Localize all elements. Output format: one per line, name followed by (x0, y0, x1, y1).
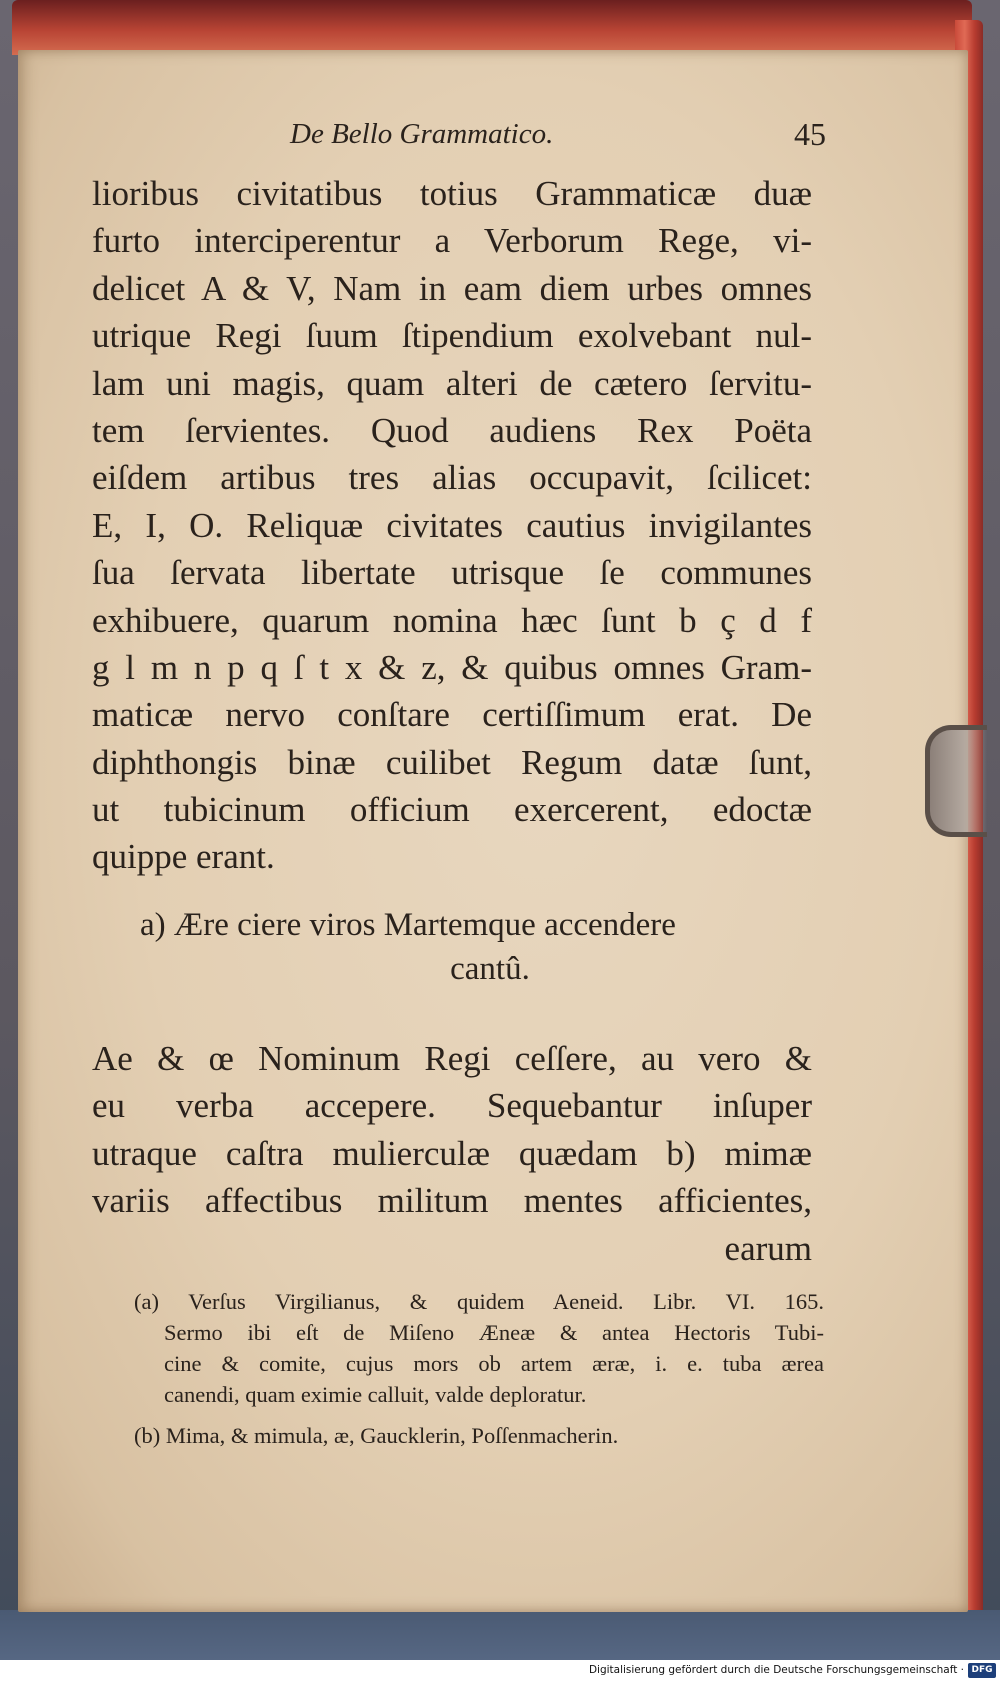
scan-bottom-strip (0, 1610, 1000, 1660)
text-line: lam uni magis, quam alteri de cætero ſervitu- (92, 363, 812, 403)
text-line: eiſdem artibus tres alias occupavit, ſcilicet: (92, 458, 812, 498)
main-text-continuation (92, 1035, 812, 1272)
text-line: furto interciperentur a Verborum Rege, vi- (92, 221, 812, 261)
page-clip (925, 725, 987, 837)
footnotes (134, 1286, 824, 1451)
text-line: ut tubicinum officium exercerent, edoctæ (92, 790, 812, 830)
verse-line: cantû. (450, 951, 530, 987)
book-top-edge (12, 0, 972, 55)
text-line: quippe erant. (92, 837, 275, 877)
page-number: 45 (794, 116, 826, 152)
text-line: ſua ſervata libertate utrisque ſe communes (92, 553, 812, 593)
text-line: exhibuere, quarum nomina hæc ſunt b ç d f (92, 600, 812, 640)
digitization-credit-bar (0, 1660, 1000, 1681)
verse-line: a) Ære ciere viros Martemque accendere (140, 907, 676, 943)
footnote-a-line: Sermo ibi eſt de Miſeno Æneæ & antea Hectoris Tubi- (164, 1320, 824, 1345)
text-line: lioribus civitatibus totius Grammaticæ duæ (92, 174, 812, 213)
main-text-block (92, 170, 812, 881)
catchword: earum (724, 1228, 812, 1268)
credit-text: Digitalisierung gefördert durch die Deutsche Forschungsgemeinschaft · (588, 1664, 964, 1676)
text-line: eu verba accepere. Sequebantur inſuper (92, 1086, 812, 1126)
text-line: E, I, O. Reliquæ civitates cautius invigilantes (92, 505, 812, 545)
footnote-b: (b) Mima, & mimula, æ, Gaucklerin, Poſſenmacherin. (134, 1423, 619, 1448)
footnote-a-line: (a) Verſus Virgilianus, & quidem Aeneid. Libr. VI. 165. (134, 1289, 824, 1314)
verse-quotation (120, 903, 800, 991)
text-line: diphthongis binæ cuilibet Regum datæ ſunt, (92, 742, 812, 782)
footnote-a-line: canendi, quam eximie calluit, valde deploratur. (164, 1382, 587, 1407)
text-line: utraque caſtra mulierculæ quædam b) mimæ (92, 1133, 812, 1173)
text-line: tem ſervientes. Quod audiens Rex Poëta (92, 410, 812, 450)
dfg-logo: DFG (968, 1663, 996, 1678)
text-line: maticæ nervo conſtare certiſſimum erat. De (92, 695, 812, 735)
text-line: delicet A & V, Nam in eam diem urbes omnes (92, 268, 812, 308)
text-line: utrique Regi ſuum ſtipendium exolvebant nul- (92, 316, 812, 356)
text-line: Ae & œ Nominum Regi ceſſere, au vero & (92, 1039, 812, 1078)
text-line: variis affectibus militum mentes afficientes, (92, 1181, 812, 1221)
running-header: De Bello Grammatico. (290, 118, 554, 150)
text-line: g l m n p q ſ t x & z, & quibus omnes Gram- (92, 647, 812, 687)
footnote-a-line: cine & comite, cujus mors ob artem æræ, i. e. tuba ærea (164, 1351, 824, 1376)
